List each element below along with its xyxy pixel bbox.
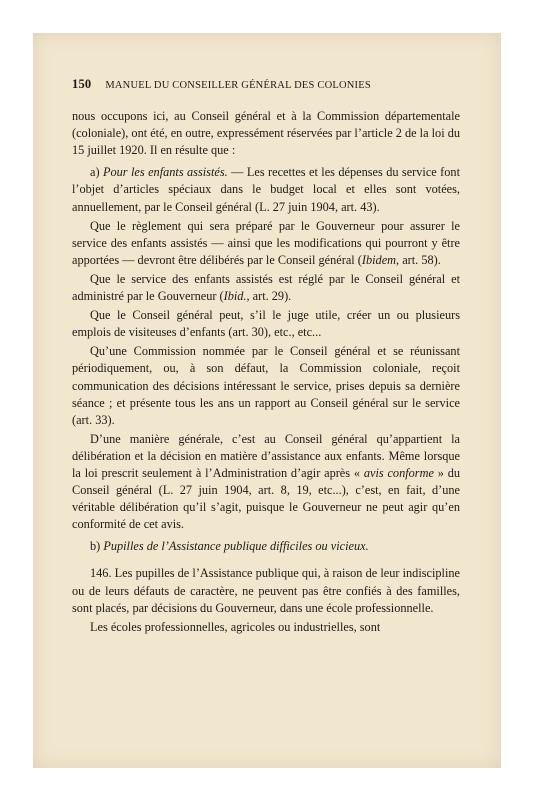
paragraph-7-end: » du Conseil général (L. 27 juin 1904, art. 8, 19, etc...), c’est, en fait, d’une véritable délibération qu’il s’agit, puisque le Gouverneur ne peut agir qu’en conformité de cet avis. [72,465,461,532]
section-title-pupilles: Pupilles de l’Assistance publique difficiles ou vicieux. [103,539,369,554]
paragraph-3-end: , art. 58). [396,252,441,267]
paragraph-4-text: Que le service des enfants assistés est réglé par le Conseil général et administré par le Gouverneur ( [72,271,460,304]
paragraph-3-text: Que le règlement qui sera préparé par le Gouverneur pour assurer le service des enfants assistés — ainsi que les modifications qui pourront y être apportées — devront être délibérés par le Conseil général ( [72,218,460,267]
paragraph-2 [72,164,460,215]
paragraph-9: 146. Les pupilles de l’Assistance publique qui, à raison de leur indiscipline ou de leurs défauts de caractère, ne peuvent pas être confiés à des familles, sont placés, par décisions du Gouverneur, dans une école professionnelle. [72,566,460,615]
list-marker-b: b) [90,539,104,554]
citation-ibidem: Ibidem [361,252,397,267]
page-header [72,76,460,94]
citation-ibid: Ibid. [223,289,247,304]
list-marker-a: a) [90,165,103,180]
paragraph-10: Les écoles professionnelles, agricoles ou industrielles, sont [90,619,381,634]
page-number: 150 [72,77,92,91]
paragraph-4 [72,271,460,305]
page-text [72,76,460,638]
paragraph-7 [72,431,460,534]
section-title-enfants-assistes: Pour les enfants assistés. [102,165,228,180]
paragraph-2-text: — Les recettes et les dépenses du service font l’objet d’articles spéciaux dans le budget local et elles sont votées, annuellement, par le Conseil général (L. 27 juin 1904, art. 43). [72,165,460,214]
running-title: MANUEL DU CONSEILLER GÉNÉRAL DES COLONIES [105,80,371,91]
paragraph-8 [72,538,460,555]
paragraph-3 [72,218,460,269]
paragraph-7-text: D’une manière générale, c’est au Conseil général qu’appartient la délibération et la décision en matière d’assistance aux enfants. Même lorsque la loi prescrit seulement à l’Administration d’agir après « [72,431,460,480]
paragraph-4-end: , art. 29). [246,289,292,304]
quote-avis-conforme: avis conforme [363,465,434,480]
paragraph-1: nous occupons ici, au Conseil général et à la Commission départementale (coloniale), ont été, en outre, expressément réservées par l’article 2 de la loi du 15 juillet 1920. Il en résulte que : [72,109,460,158]
paragraph-6: Qu’une Commission nommée par le Conseil général et se réunissant périodiquement, ou, à son défaut, la Commission coloniale, reçoit communication des décisions intéressant le service, prises depuis sa dernière séance ; et présente tous les ans un rapport au Conseil général sur le service (art. 33). [72,344,460,427]
paragraph-5: Que le Conseil général peut, s’il le juge utile, créer un ou plusieurs emplois de visiteuses d’enfants (art. 30), etc., etc... [72,308,460,340]
